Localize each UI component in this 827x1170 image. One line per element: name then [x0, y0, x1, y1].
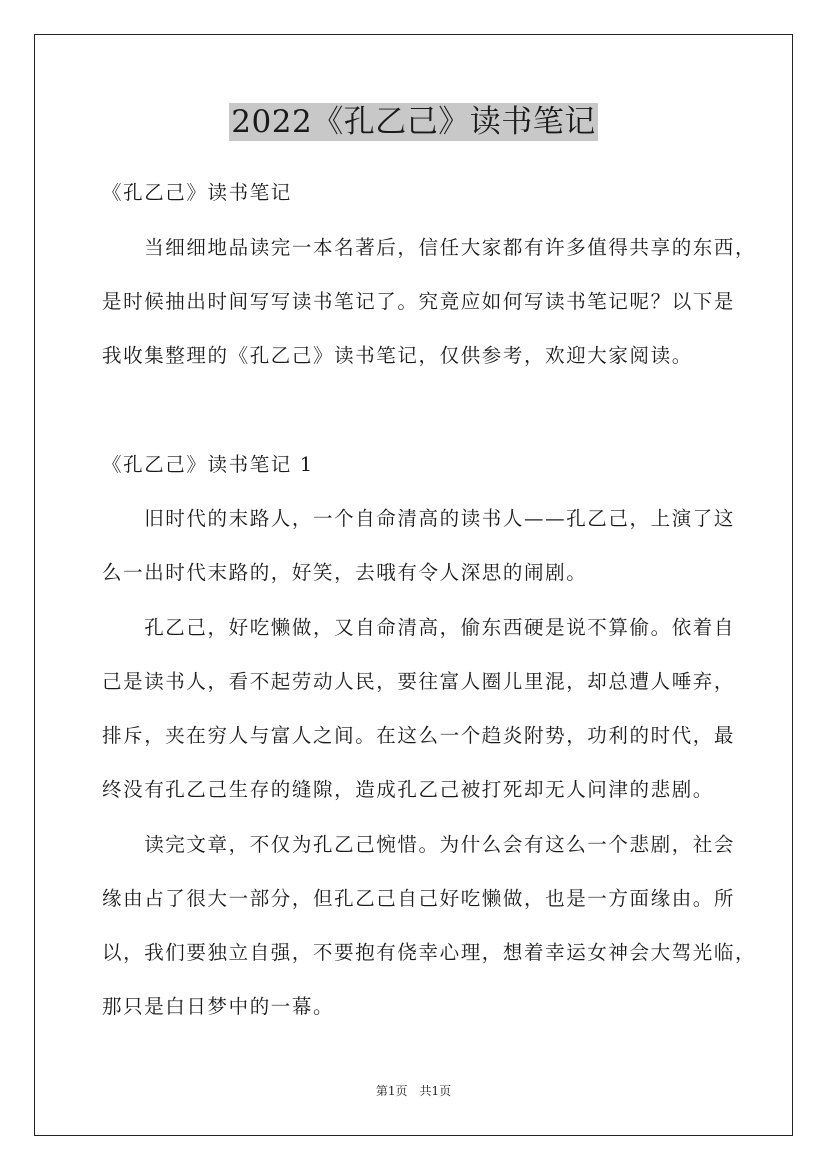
intro-line-2: 是时候抽出时间写写读书笔记了。究竟应如何写读书笔记呢？以下是 [102, 290, 736, 313]
document-title: 2022《孔乙己》读书笔记 [231, 104, 596, 140]
subtitle: 《孔乙己》读书笔记 [102, 181, 292, 204]
paragraph2-line-1: 孔乙己，好吃懒做，又自命清高，偷东西硬是说不算偷。依着自 [102, 616, 736, 639]
paragraph2-line-3: 排斥，夹在穷人与富人之间。在这么一个趋炎附势，功利的时代，最 [102, 724, 736, 747]
intro-line-3: 我收集整理的《孔乙己》读书笔记，仅供参考，欢迎大家阅读。 [102, 344, 693, 367]
paragraph2-line-2: 己是读书人，看不起劳动人民，要往富人圈儿里混，却总遭人唾弃， [102, 670, 736, 693]
paragraph1-line-2: 么一出时代末路的，好笑，去哦有令人深思的闹剧。 [102, 561, 588, 584]
paragraph3-line-4: 那只是白日梦中的一幕。 [102, 995, 335, 1018]
intro-line-1: 当细细地品读完一本名著后，信任大家都有许多值得共享的东西， [102, 236, 757, 259]
paragraph3-line-3: 以，我们要独立自强，不要抱有侥幸心理，想着幸运女神会大驾光临， [102, 941, 757, 964]
section-heading: 《孔乙己》读书笔记 1 [102, 453, 314, 476]
title-wrap [0, 103, 827, 141]
page-footer: 第1页 共1页 [375, 1084, 452, 1098]
paragraph3-line-2: 缘由占了很大一部分，但孔乙己自己好吃懒做，也是一方面缘由。所 [102, 887, 736, 910]
paragraph1-line-1: 旧时代的末路人，一个自命清高的读书人——孔乙己，上演了这 [102, 507, 736, 530]
paragraph2-line-4: 终没有孔乙己生存的缝隙，造成孔乙己被打死却无人问津的悲剧。 [102, 778, 714, 801]
paragraph3-line-1: 读完文章，不仅为孔乙己惋惜。为什么会有这么一个悲剧，社会 [102, 833, 736, 856]
